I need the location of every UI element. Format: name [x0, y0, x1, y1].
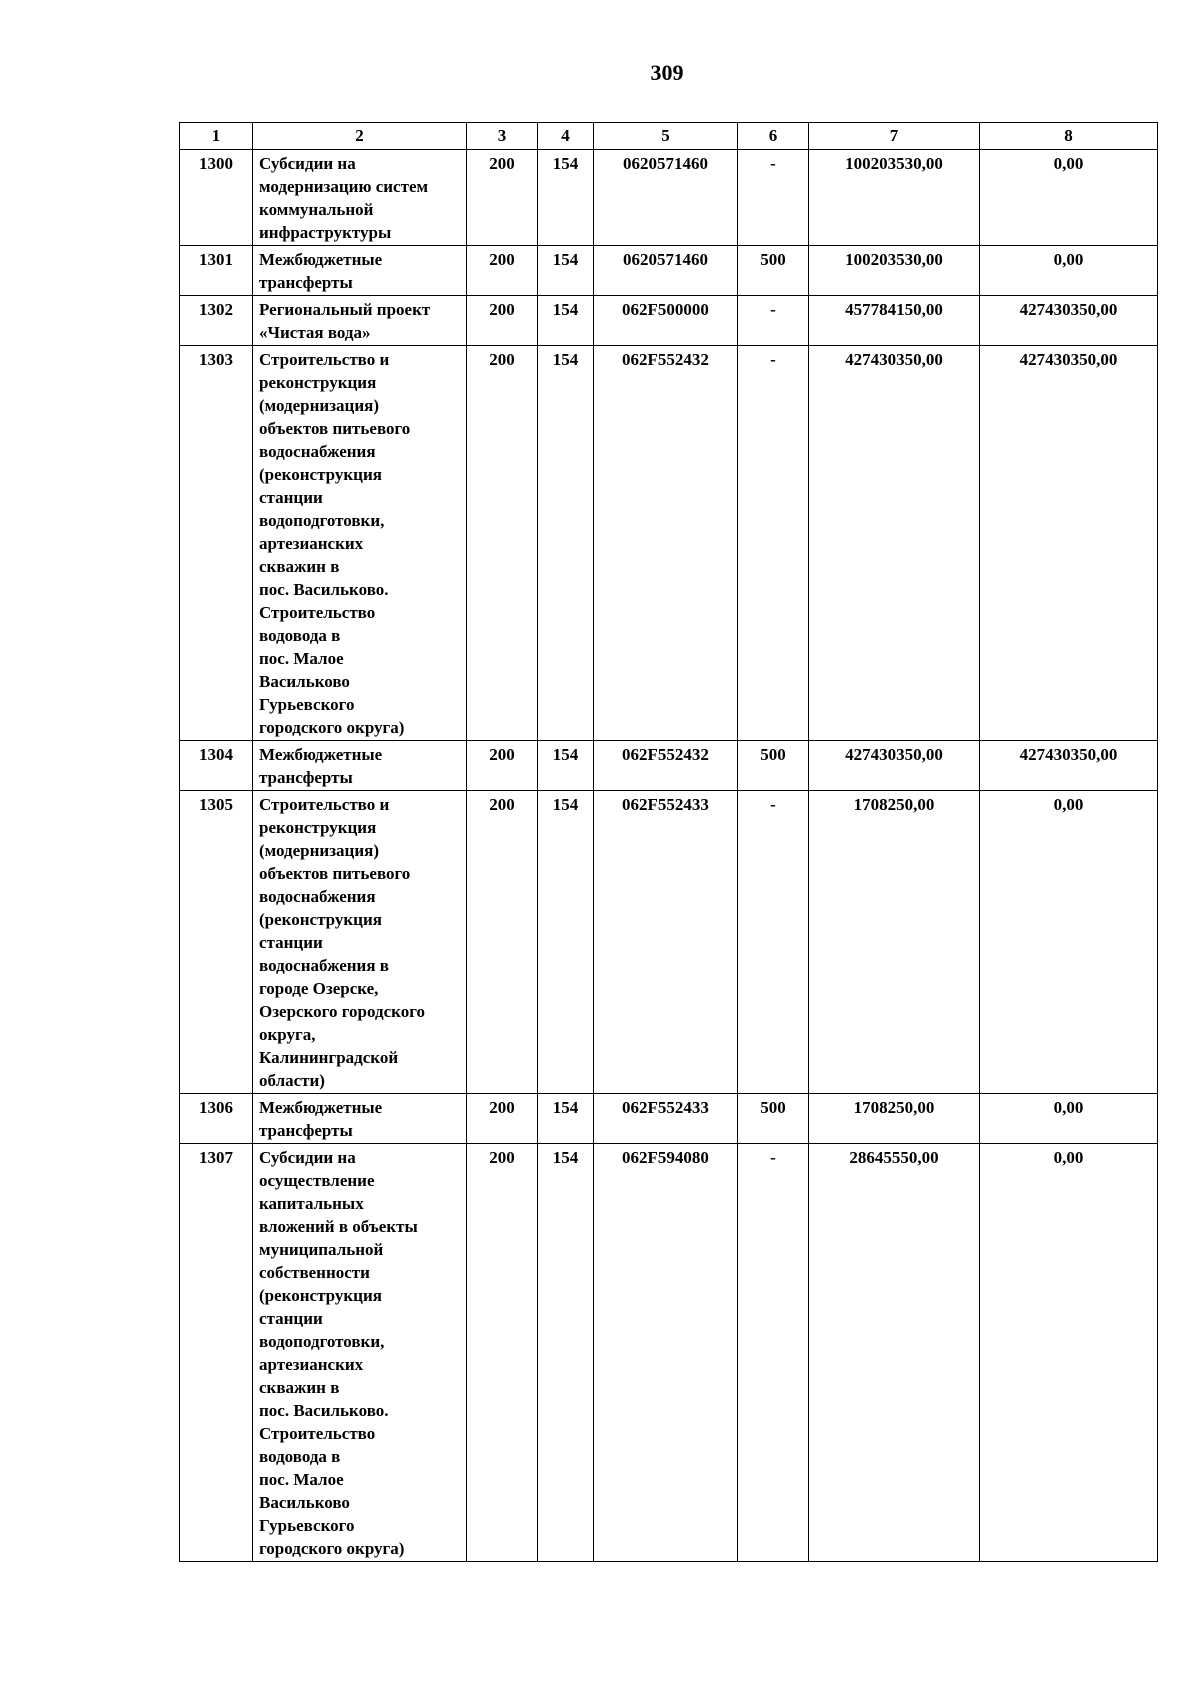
- header-col-8: 8: [980, 123, 1158, 150]
- section-code-cell: 200: [467, 741, 538, 791]
- amount-col7-cell: 427430350,00: [809, 346, 980, 741]
- row-number-cell: 1300: [180, 150, 253, 246]
- header-col-5: 5: [594, 123, 738, 150]
- section-code-cell: 200: [467, 246, 538, 296]
- budget-table: [179, 122, 1158, 1562]
- row-number-cell: 1304: [180, 741, 253, 791]
- expense-type-cell: -: [738, 1144, 809, 1562]
- amount-col7-cell: 457784150,00: [809, 296, 980, 346]
- table-row: [180, 296, 1158, 346]
- target-article-cell: 062F594080: [594, 1144, 738, 1562]
- expense-type-cell: 500: [738, 1094, 809, 1144]
- target-article-cell: 0620571460: [594, 150, 738, 246]
- subsection-code-cell: 154: [538, 296, 594, 346]
- header-col-1: 1: [180, 123, 253, 150]
- item-name-cell: Субсидии на модернизацию систем коммунальной инфраструктуры: [253, 150, 467, 246]
- target-article-cell: 062F552432: [594, 741, 738, 791]
- amount-col7-cell: 427430350,00: [809, 741, 980, 791]
- row-number-cell: 1301: [180, 246, 253, 296]
- header-col-7: 7: [809, 123, 980, 150]
- item-name-cell: Строительство и реконструкция (модернизация) объектов питьевого водоснабжения (реконструкция станции водоподготовки, артезианских скважин в пос. Васильково. Строительство водовода в пос. Малое Васильково Гурьевского городского округа): [253, 346, 467, 741]
- amount-col8-cell: 0,00: [980, 150, 1158, 246]
- amount-col8-cell: 427430350,00: [980, 296, 1158, 346]
- subsection-code-cell: 154: [538, 1094, 594, 1144]
- item-name-cell: Субсидии на осуществление капитальных вложений в объекты муниципальной собственности (реконструкция станции водоподготовки, артезианских скважин в пос. Васильково. Строительство водовода в пос. Малое Васильково Гурьевского городского округа): [253, 1144, 467, 1562]
- subsection-code-cell: 154: [538, 741, 594, 791]
- target-article-cell: 062F552433: [594, 791, 738, 1094]
- row-number-cell: 1306: [180, 1094, 253, 1144]
- amount-col7-cell: 100203530,00: [809, 246, 980, 296]
- expense-type-cell: -: [738, 296, 809, 346]
- item-name-cell: Межбюджетные трансферты: [253, 246, 467, 296]
- row-number-cell: 1305: [180, 791, 253, 1094]
- header-col-4: 4: [538, 123, 594, 150]
- expense-type-cell: 500: [738, 741, 809, 791]
- section-code-cell: 200: [467, 791, 538, 1094]
- subsection-code-cell: 154: [538, 346, 594, 741]
- table-row: [180, 346, 1158, 741]
- target-article-cell: 062F552433: [594, 1094, 738, 1144]
- header-col-3: 3: [467, 123, 538, 150]
- amount-col7-cell: 1708250,00: [809, 791, 980, 1094]
- item-name-cell: Межбюджетные трансферты: [253, 741, 467, 791]
- header-col-2: 2: [253, 123, 467, 150]
- table-row: [180, 1094, 1158, 1144]
- page-number: 309: [650, 60, 684, 85]
- table-row: [180, 150, 1158, 246]
- row-number-cell: 1307: [180, 1144, 253, 1562]
- section-code-cell: 200: [467, 346, 538, 741]
- section-code-cell: 200: [467, 150, 538, 246]
- table-row: [180, 246, 1158, 296]
- expense-type-cell: -: [738, 791, 809, 1094]
- row-number-cell: 1303: [180, 346, 253, 741]
- subsection-code-cell: 154: [538, 150, 594, 246]
- target-article-cell: 0620571460: [594, 246, 738, 296]
- amount-col8-cell: 427430350,00: [980, 346, 1158, 741]
- subsection-code-cell: 154: [538, 1144, 594, 1562]
- table-row: [180, 1144, 1158, 1562]
- row-number-cell: 1302: [180, 296, 253, 346]
- section-code-cell: 200: [467, 1094, 538, 1144]
- expense-type-cell: -: [738, 150, 809, 246]
- header-row: [180, 123, 1158, 150]
- target-article-cell: 062F552432: [594, 346, 738, 741]
- subsection-code-cell: 154: [538, 791, 594, 1094]
- item-name-cell: Межбюджетные трансферты: [253, 1094, 467, 1144]
- section-code-cell: 200: [467, 1144, 538, 1562]
- amount-col8-cell: 427430350,00: [980, 741, 1158, 791]
- amount-col8-cell: 0,00: [980, 246, 1158, 296]
- section-code-cell: 200: [467, 296, 538, 346]
- amount-col8-cell: 0,00: [980, 1094, 1158, 1144]
- table-body: [180, 150, 1158, 1562]
- amount-col7-cell: 28645550,00: [809, 1144, 980, 1562]
- header-col-6: 6: [738, 123, 809, 150]
- amount-col8-cell: 0,00: [980, 1144, 1158, 1562]
- amount-col8-cell: 0,00: [980, 791, 1158, 1094]
- subsection-code-cell: 154: [538, 246, 594, 296]
- target-article-cell: 062F500000: [594, 296, 738, 346]
- amount-col7-cell: 100203530,00: [809, 150, 980, 246]
- table-row: [180, 791, 1158, 1094]
- amount-col7-cell: 1708250,00: [809, 1094, 980, 1144]
- expense-type-cell: 500: [738, 246, 809, 296]
- table-row: [180, 741, 1158, 791]
- item-name-cell: Региональный проект «Чистая вода»: [253, 296, 467, 346]
- expense-type-cell: -: [738, 346, 809, 741]
- item-name-cell: Строительство и реконструкция (модернизация) объектов питьевого водоснабжения (реконструкция станции водоснабжения в городе Озерске, Озерского городского округа, Калининградской области): [253, 791, 467, 1094]
